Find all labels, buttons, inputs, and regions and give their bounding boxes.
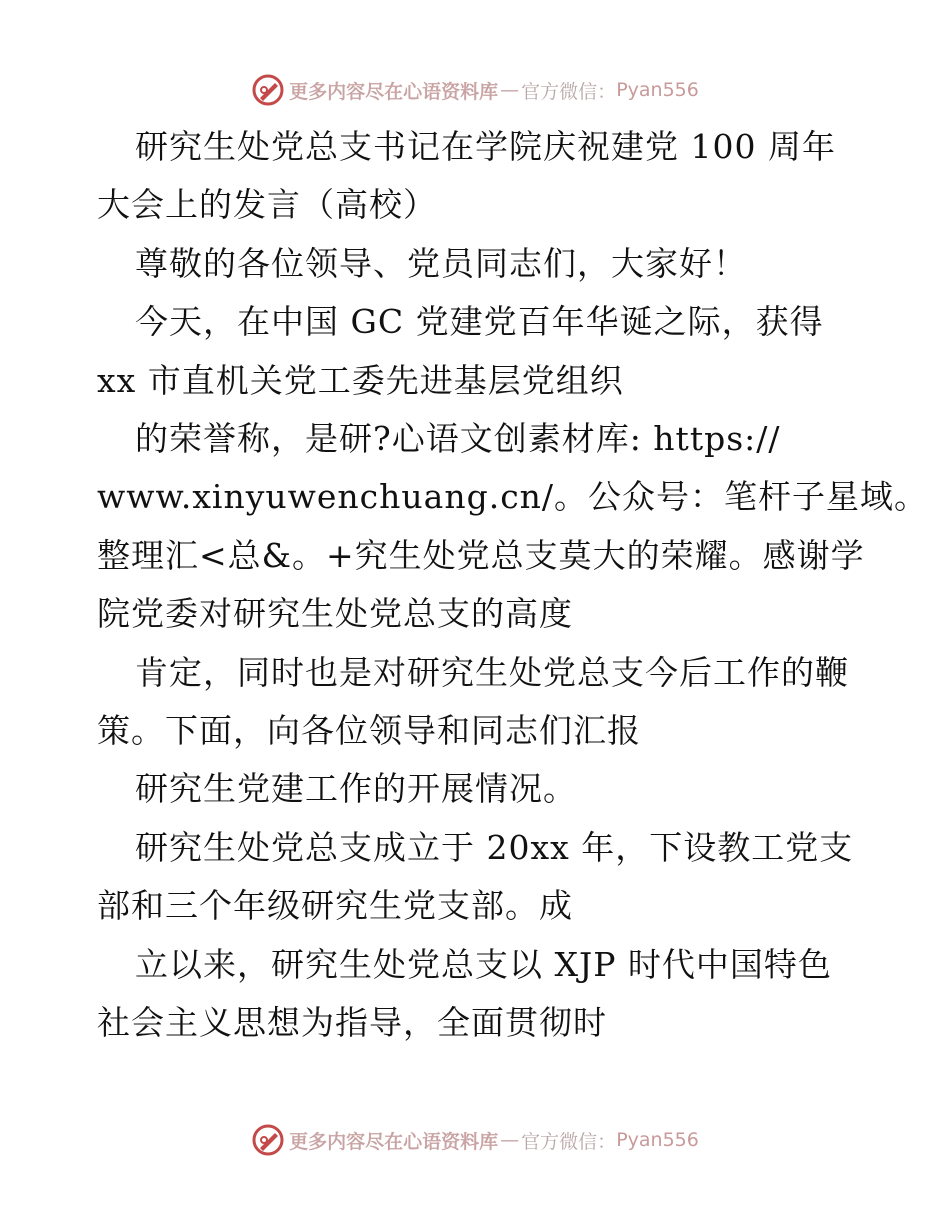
paragraph bbox=[97, 293, 867, 410]
banner-wechat-id: Pyan556 bbox=[616, 1129, 699, 1151]
text-line: xx 市直机关党工委先进基层党组织 bbox=[97, 360, 624, 400]
text-line: 整理汇<总&。+究生处党总支莫大的荣耀。感谢学 bbox=[97, 535, 865, 575]
banner-wechat-label: 官方微信： bbox=[521, 1130, 617, 1153]
paragraph bbox=[97, 819, 867, 936]
text-line: www.xinyuwenchuang.cn/。公众号：笔杆子星域。 bbox=[97, 477, 929, 517]
text-line: 研究生处党总支成立于 20xx 年，下设教工党支 bbox=[135, 827, 854, 867]
paragraph bbox=[97, 936, 867, 1053]
text-line: 的荣誉称，是研?心语文创素材库: https:// bbox=[135, 419, 781, 459]
banner-main-text: 更多内容尽在心语资料库 bbox=[289, 1130, 499, 1153]
text-line: 研究生处党总支书记在学院庆祝建党 100 周年 bbox=[135, 127, 836, 166]
paragraph bbox=[97, 644, 867, 761]
banner-wechat-id: Pyan556 bbox=[616, 79, 699, 101]
banner-dash: — bbox=[500, 1129, 520, 1151]
paragraph bbox=[97, 760, 867, 818]
text-line: 部和三个年级研究生党支部。成 bbox=[97, 886, 573, 926]
footer-banner bbox=[0, 1122, 950, 1158]
pen-logo-icon bbox=[251, 73, 285, 107]
text-line: 尊敬的各位领导、党员同志们，大家好！ bbox=[135, 243, 747, 283]
paragraph-title bbox=[97, 118, 867, 235]
text-line: 肯定，同时也是对研究生处党总支今后工作的鞭 bbox=[135, 652, 849, 692]
banner-dash: — bbox=[500, 79, 520, 101]
document-body bbox=[97, 118, 929, 1053]
text-line: 社会主义思想为指导，全面贯彻时 bbox=[97, 1003, 607, 1043]
pen-logo-icon bbox=[251, 1123, 285, 1157]
text-line: 立以来，研究生处党总支以 XJP 时代中国特色 bbox=[135, 944, 832, 984]
paragraph-greeting bbox=[97, 235, 867, 293]
text-line: 院党委对研究生处党总支的高度 bbox=[97, 594, 573, 634]
banner-wechat-label: 官方微信： bbox=[521, 80, 617, 103]
header-banner bbox=[0, 72, 950, 108]
text-line: 研究生党建工作的开展情况。 bbox=[135, 769, 577, 809]
text-line: 大会上的发言（高校） bbox=[97, 185, 437, 225]
banner-main-text: 更多内容尽在心语资料库 bbox=[289, 80, 499, 103]
paragraph bbox=[97, 410, 929, 644]
text-line: 今天，在中国 GC 党建党百年华诞之际，获得 bbox=[135, 302, 824, 342]
text-line: 策。下面，向各位领导和同志们汇报 bbox=[97, 711, 641, 751]
